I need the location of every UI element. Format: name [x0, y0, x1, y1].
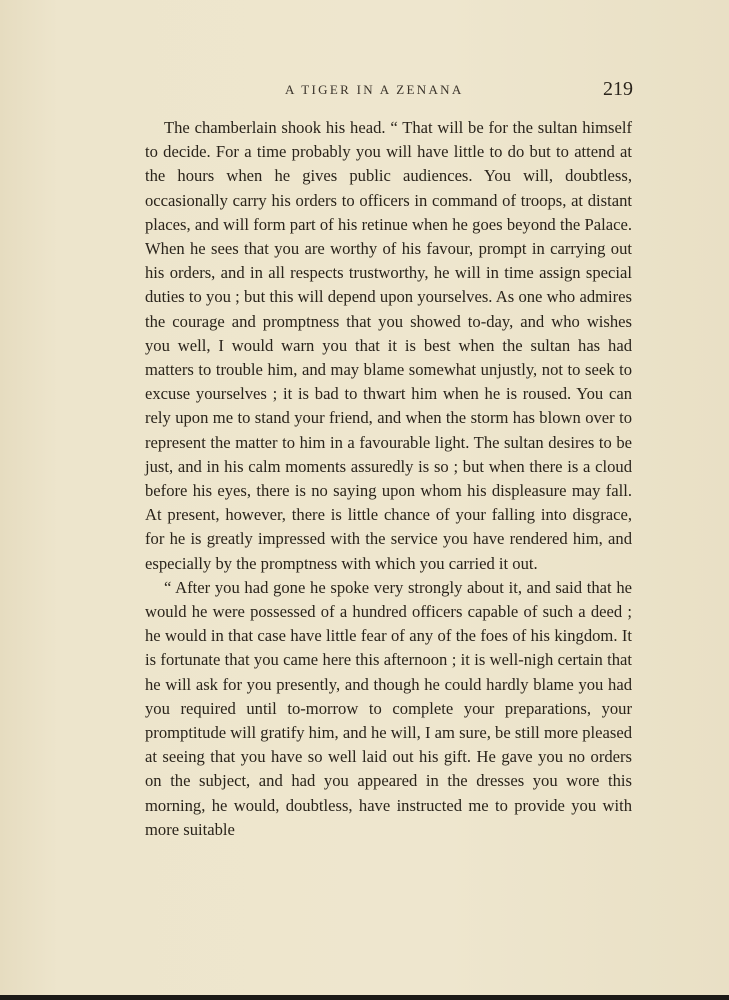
scan-bottom-edge: [0, 995, 729, 1000]
page-header: [145, 78, 633, 108]
body-text: [145, 116, 632, 842]
page-number: 219: [603, 78, 633, 100]
paragraph: The chamberlain shook his head. “ That will be for the sultan himself to decide. For a time probably you will have little to do but to attend at the hours when he gives public audiences. You will, doubtless, occasionally carry his orders to officers in command of troops, at distant places, and will form part of his retinue when he goes beyond the Palace. When he sees that you are worthy of his favour, prompt in carrying out his orders, and in all respects trustworthy, he will in time assign special duties to you ; but this will depend upon yourselves. As one who admires the courage and promptness that you showed to-day, and who wishes you well, I would warn you that it is best when the sultan has had matters to trouble him, and may blame somewhat unjustly, not to seek to excuse yourselves ; it is bad to thwart him when he is roused. You can rely upon me to stand your friend, and when the storm has blown over to represent the matter to him in a favourable light. The sultan desires to be just, and in his calm moments assuredly is so ; but when there is a cloud before his eyes, there is no saying upon whom his displeasure may fall. At present, however, there is little chance of your falling into disgrace, for he is greatly impressed with the service you have rendered him, and especially by the promptness with which you carried it out.: [145, 118, 632, 573]
running-title: A TIGER IN A ZENANA: [285, 82, 464, 97]
paragraph: “ After you had gone he spoke very strongly about it, and said that he would he were possessed of a hundred officers capable of such a deed ; he would in that case have little fear of any of the foes of his kingdom. It is fortunate that you came here this afternoon ; it is well-nigh certain that he will ask for you presently, and though he could hardly blame you had you required until to-morrow to complete your preparations, your promptitude will gratify him, and he will, I am sure, be still more pleased at seeing that you have so well laid out his gift. He gave you no orders on the subject, and had you appeared in the dresses you wore this morning, he would, doubtless, have instructed me to provide you with more suitable: [145, 577, 632, 839]
